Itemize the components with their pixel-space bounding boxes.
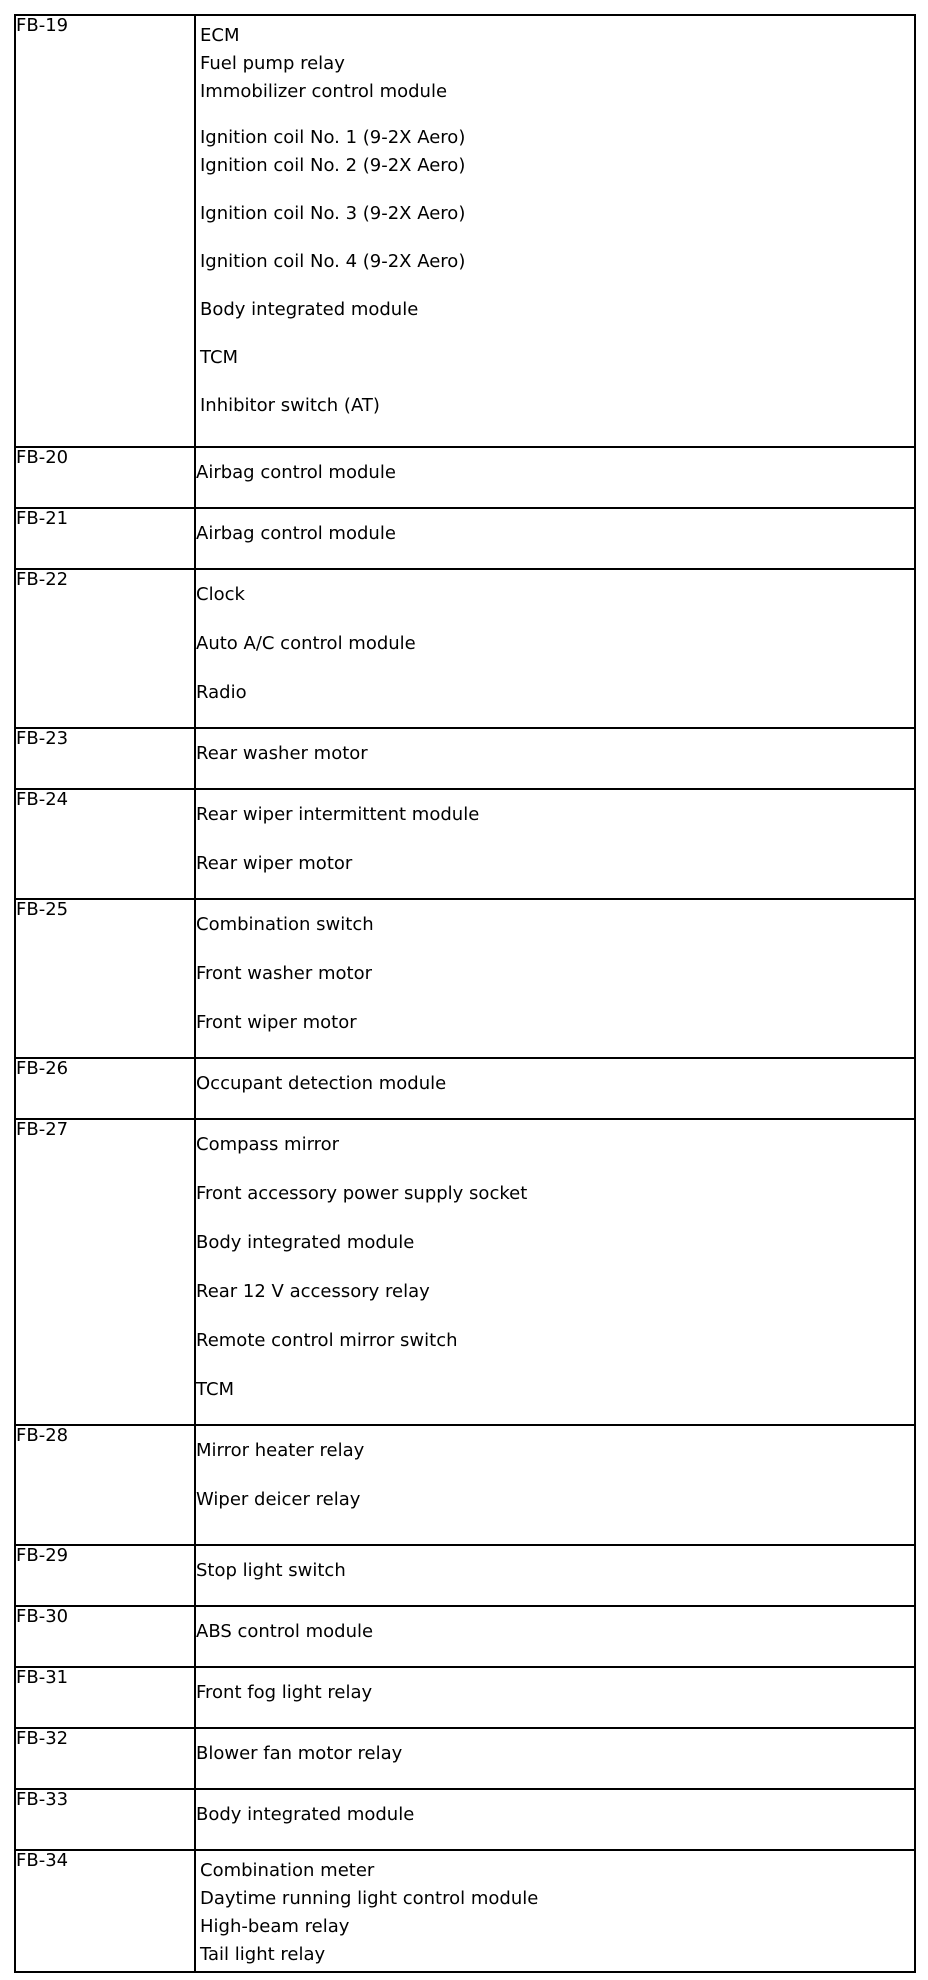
fuse-item: Rear wiper intermittent module [196, 804, 480, 825]
fuse-id-cell: FB-19 [15, 15, 195, 447]
fuse-item: Front accessory power supply socket [196, 1183, 528, 1204]
fuse-id-cell: FB-23 [15, 728, 195, 789]
fuse-items-cell [195, 789, 915, 899]
fuse-item: Stop light switch [196, 1560, 346, 1581]
fuse-items-cell [195, 1789, 915, 1850]
fuse-id-cell: FB-24 [15, 789, 195, 899]
table-row [15, 899, 915, 1058]
fuse-items-cell [195, 447, 915, 508]
table-row [15, 1850, 915, 1972]
fuse-item: Remote control mirror switch [196, 1330, 458, 1351]
fuse-item: Inhibitor switch (AT) [200, 395, 380, 416]
fuse-items-cell [195, 1058, 915, 1119]
fuse-items-cell [195, 1667, 915, 1728]
table-row [15, 1728, 915, 1789]
fuse-item: TCM [200, 347, 239, 368]
fuse-item: ABS control module [196, 1621, 374, 1642]
table-row [15, 1545, 915, 1606]
fuse-items-cell [195, 1850, 915, 1972]
table-row [15, 447, 915, 508]
table-row [15, 1425, 915, 1545]
fuse-items-cell [195, 508, 915, 569]
fuse-id-cell: FB-30 [15, 1606, 195, 1667]
fuse-item: Tail light relay [200, 1944, 326, 1965]
fuse-item: Front wiper motor [196, 1012, 357, 1033]
fuse-item: Clock [196, 584, 245, 605]
fuse-items-cell [195, 899, 915, 1058]
fuse-item: Rear wiper motor [196, 853, 353, 874]
fuse-item: Ignition coil No. 1 (9-2X Aero) [200, 127, 466, 148]
fuse-item: Immobilizer control module [200, 81, 448, 102]
table-row [15, 15, 915, 447]
fuse-item: Combination meter [200, 1860, 375, 1881]
fuse-items-cell [195, 728, 915, 789]
fuse-item: Rear 12 V accessory relay [196, 1281, 430, 1302]
fuse-item: Airbag control module [196, 462, 396, 483]
fuse-item: Ignition coil No. 3 (9-2X Aero) [200, 203, 466, 224]
fuse-item: Occupant detection module [196, 1073, 447, 1094]
fuse-id-cell: FB-28 [15, 1425, 195, 1545]
fuse-id-cell: FB-21 [15, 508, 195, 569]
fuse-items-cell [195, 1425, 915, 1545]
table-row [15, 1789, 915, 1850]
fuse-item: Body integrated module [196, 1232, 415, 1253]
table-row [15, 1058, 915, 1119]
table-row [15, 508, 915, 569]
fuse-item: Compass mirror [196, 1134, 340, 1155]
fuse-item: Combination switch [196, 914, 374, 935]
fuse-item: Rear washer motor [196, 743, 368, 764]
fuse-items-cell [195, 1119, 915, 1425]
table-row [15, 1606, 915, 1667]
table-row [15, 1119, 915, 1425]
fuse-items-cell [195, 1728, 915, 1789]
fuse-item: Front washer motor [196, 963, 373, 984]
fuse-item: ECM [200, 25, 240, 46]
fuse-id-cell: FB-26 [15, 1058, 195, 1119]
fuse-items-cell [195, 15, 915, 447]
fuse-id-cell: FB-22 [15, 569, 195, 728]
fuse-item: Airbag control module [196, 523, 396, 544]
fuse-item: Radio [196, 682, 247, 703]
fuse-item: Blower fan motor relay [196, 1743, 403, 1764]
table-row [15, 789, 915, 899]
fuse-table [14, 14, 916, 1973]
fuse-items-cell [195, 1606, 915, 1667]
fuse-table-body [15, 15, 915, 1972]
table-row [15, 1667, 915, 1728]
fuse-items-cell [195, 1545, 915, 1606]
fuse-item: Body integrated module [200, 299, 419, 320]
table-row [15, 728, 915, 789]
fuse-item: Auto A/C control module [196, 633, 416, 654]
fuse-id-cell: FB-27 [15, 1119, 195, 1425]
fuse-item: Body integrated module [196, 1804, 415, 1825]
fuse-id-cell: FB-20 [15, 447, 195, 508]
fuse-items-cell [195, 569, 915, 728]
fuse-id-cell: FB-25 [15, 899, 195, 1058]
fuse-item: Ignition coil No. 4 (9-2X Aero) [200, 251, 466, 272]
fuse-id-cell: FB-29 [15, 1545, 195, 1606]
fuse-item: Front fog light relay [196, 1682, 373, 1703]
fuse-id-cell: FB-31 [15, 1667, 195, 1728]
fuse-item: High-beam relay [200, 1916, 350, 1937]
fuse-item: Fuel pump relay [200, 53, 345, 74]
fuse-item: Wiper deicer relay [196, 1489, 361, 1510]
fuse-item: Daytime running light control module [200, 1888, 539, 1909]
fuse-item: Mirror heater relay [196, 1440, 365, 1461]
fuse-id-cell: FB-33 [15, 1789, 195, 1850]
fuse-id-cell: FB-34 [15, 1850, 195, 1972]
fuse-id-cell: FB-32 [15, 1728, 195, 1789]
fuse-item: TCM [196, 1379, 235, 1400]
fuse-item: Ignition coil No. 2 (9-2X Aero) [200, 155, 466, 176]
table-row [15, 569, 915, 728]
